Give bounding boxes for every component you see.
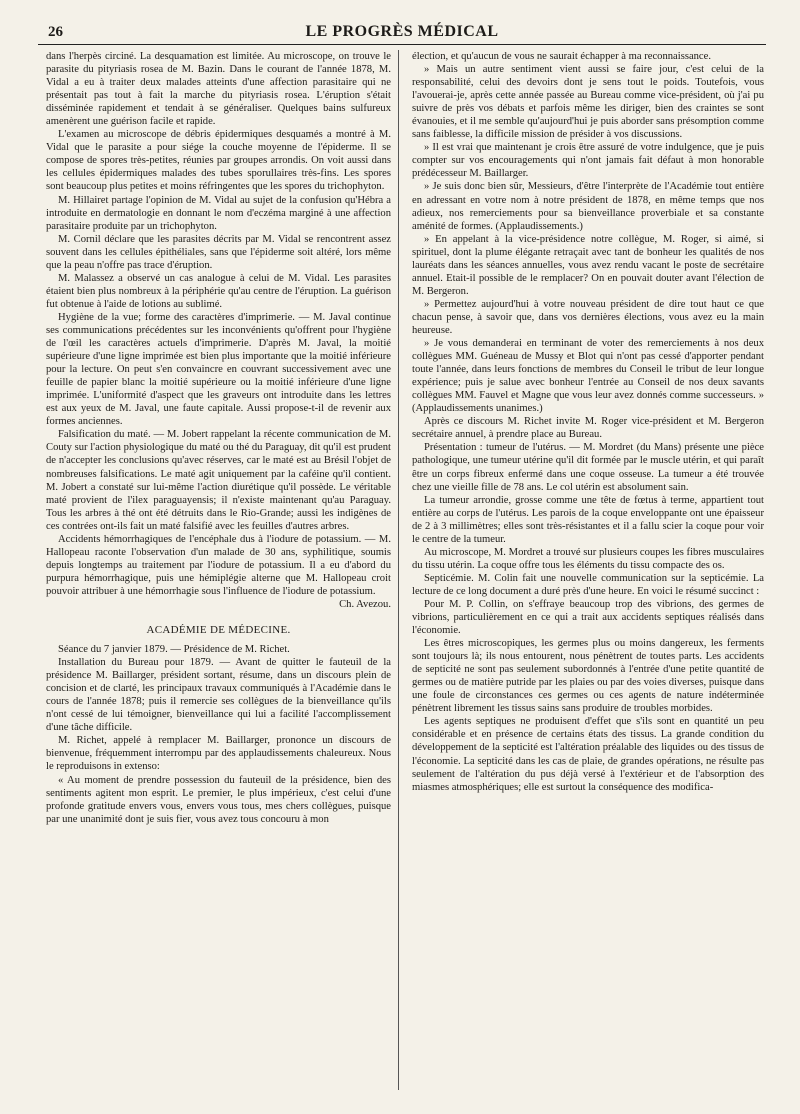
paragraph: Les agents septiques ne produisent d'effet que s'ils sont en quantité un peu considérable et en présence de certains états des tissus. La grande condition du développement de la septicité est l'altération préalable des liquides ou des tissus de l'économie. La septicité dans les cas de plaie, de grandes opérations, ne résulte pas seulement de l'altération du pus déjà versé à l'extérieur et de l'absorption des miasmes atmosphériques; elle est surtout la conséquence des modifica- [412, 716, 764, 793]
paragraph: L'examen au microscope de débris épidermiques desquamés a montré à M. Vidal que le parasite a pour siége la couche moyenne de l'épiderme. Il se compose de spores très-petites, réunies par groupes arrondis. On voit aussi dans les cellules épidermiques malades des tubes sporullaires très-fins. Les spores sont beaucoup plus petites et moins réfringentes que les spores du trichophyton. [46, 129, 391, 193]
paragraph: Installation du Bureau pour 1879. — Avant de quitter le fauteuil de la présidence M. Baillarger, président sortant, résume, dans un discours plein de concision et de clarté, les principaux travaux communiqués à l'Académie dans le cours de l'année 1878; puis il remercie ses collègues de la bienveillance qu'ils n'ont cessé de lui témoigner, bienveillance qui lui a facilité l'accomplissement d'une tâche difficile. [46, 657, 391, 734]
right-column [412, 50, 764, 794]
journal-title: LE PROGRÈS MÉDICAL [305, 23, 499, 40]
paragraph: » En appelant à la vice-présidence notre collègue, M. Roger, si aimé, si spirituel, dont la plume élégante retraçait avec tant de bonheur les qualités de nos lauréats dans les séances annuelles, vous avez rendu vacant le poste de secrétaire annuel. Etait-il possible de le remplacer? On en pouvait douter avant l'élection de M. Bergeron. [412, 233, 764, 297]
paragraph: « Au moment de prendre possession du fauteuil de la présidence, bien des sentiments agitent mon esprit. Le premier, le plus impérieux, c'est celui d'une profonde gratitude envers vous, envers vous tous, mes chers collègues, puisque par une unanimité dont je suis fier, vous avez tous concouru à mon [46, 774, 391, 825]
paragraph: » Permettez aujourd'hui à votre nouveau président de dire tout haut ce que chacun pense, à savoir que, dans vos dernières élections, vous avez eu la main heureuse. [412, 298, 764, 336]
paragraph: Séance du 7 janvier 1879. — Présidence de M. Richet. [58, 644, 290, 656]
signature: Ch. Avezou. [339, 598, 391, 610]
paragraph: La tumeur arrondie, grosse comme une tête de fœtus à terme, appartient tout entière au corps de l'utérus. Les parois de la coque enveloppante ont une épaisseur de 2 à 3 millimètres; elles sont très-résistantes et il a fallu scier la coque pour voir le centre de la tumeur. [412, 494, 764, 545]
paragraph: » Je suis donc bien sûr, Messieurs, d'être l'interprète de l'Académie tout entière en adressant en votre nom à notre président de 1878, en même temps que nos adieux, nos remerciements pour sa bienveillance proverbiale et sa constante aménité de formes. (Applaudissements.) [412, 181, 764, 232]
paragraph: élection, et qu'aucun de vous ne saurait échapper à ma reconnaissance. [412, 51, 711, 62]
left-column [46, 50, 391, 826]
paragraph: M. Hillairet partage l'opinion de M. Vidal au sujet de la confusion qu'Hébra a introduite en dermatologie en donnant le nom d'eczéma marginé à une affection parasitaire produite par un trichophyton. [46, 194, 391, 232]
paragraph: Après ce discours M. Richet invite M. Roger vice-président et M. Bergeron secrétaire annuel, à prendre place au Bureau. [412, 416, 764, 441]
paragraph: » Je vous demanderai en terminant de voter des remerciements à nos deux collègues MM. Guéneau de Mussy et Blot qui n'ont pas cessé d'apporter pendant toute l'année, dans leurs fonctions de membres du Conseil le tribut de leur longue expérience; puis je salue avec bonheur l'entrée au Conseil de nos deux savants collègues MM. Fauvel et Magne que vous leur avez donnés comme successeurs. » (Applaudissements unanimes.) [412, 338, 764, 415]
paragraph: M. Cornil déclare que les parasites décrits par M. Vidal se rencontrent assez souvent dans les cellules épithéliales, sans que l'épiderme soit altéré, lors même que la peau n'offre pas trace d'éruption. [46, 233, 391, 271]
paragraph: » Mais un autre sentiment vient aussi se faire jour, c'est celui de la responsabilité, celui des devoirs dont je sens tout le poids. Toutefois, vous l'avouerai-je, après cette année passée au Bureau comme vice-président, où j'ai pu suivre de près vos débats et parfois même les diriger, bien des craintes se sont évanouies, et il me semble qu'aujourd'hui je puis aborder sans présomption comme sans faiblesse, la difficile mission de présider à vos discussions. [412, 64, 764, 141]
paragraph: Septicémie. M. Colin fait une nouvelle communication sur la septicémie. La lecture de ce long document a duré près d'une heure. En voici le résumé succinct : [412, 572, 764, 597]
page-number: 26 [48, 24, 63, 40]
paragraph: Falsification du maté. — M. Jobert rappelant la récente communication de M. Couty sur l'action physiologique du maté ou thé du Paraguay, dit qu'il est prudent de n'accepter les conclusions qu'avec réserves, car le maté est au Brésil l'objet de nombreuses falsifications. Le maté agit uniquement par la caféine qu'il contient. M. Jobert a constaté sur lui-même l'action diurétique qu'il possède. Le véritable maté provient de l'ilex paraguayensis; il n'existe maintenant qu'au Paraguay. Tous les arbres à thé ont été détruits dans le Rio-Grande; aussi les indigènes de ces contrées ont-ils fait un maté falsifié avec les feuilles d'autres arbres. [46, 429, 391, 532]
paragraph: dans l'herpès circiné. La desquamation est limitée. Au microscope, on trouve le parasite du pityriasis rosea de M. Bazin. Dans le courant de l'année 1878, M. Vidal a eu à traiter deux malades atteints d'une affection parasitaire qui ne présentait pas tout à fait la marche du pityriasis rosea. L'éruption s'était disséminée rapidement et tendait à se généraliser. Quelques bains sulfureux amenèrent une guérison facile et rapide. [46, 51, 391, 128]
paragraph: » Il est vrai que maintenant je crois être assuré de votre indulgence, que je puis compter sur vos encouragements qui n'ont jamais fait défaut à mon honorable prédécesseur M. Baillarger. [412, 142, 764, 180]
paragraph: Accidents hémorrhagiques de l'encéphale dus à l'iodure de potassium. — M. Hallopeau raconte l'observation d'un malade de 30 ans, syphilitique, soumis depuis longtemps au traitement par l'iodure de potassium. Il a eu d'abord du purpura hémorrhagique, puis une hémiplégie alterne que M. Hallopeau croit pouvoir attribuer à une hémorrhagie sous l'influence de l'iodure de potassium. [46, 533, 391, 597]
section-title: ACADÉMIE DE MÉDECINE. [146, 624, 291, 637]
paragraph: Pour M. P. Collin, on s'effraye beaucoup trop des vibrions, des germes de vibrions, particulièrement en ce qui a trait aux accidents septiques réalisés dans l'économie. [412, 598, 764, 637]
paragraph: M. Richet, appelé à remplacer M. Baillarger, prononce un discours de bienvenue, fréquemment interrompu par des applaudissements chaleureux. Nous le reproduisons in extenso: [46, 735, 391, 773]
column-divider [398, 50, 399, 1090]
paragraph: Au microscope, M. Mordret a trouvé sur plusieurs coupes les fibres musculaires du tissu utérin. La coque offre tous les éléments du tissu compacte des os. [412, 546, 764, 571]
paragraph: Hygiène de la vue; forme des caractères d'imprimerie. — M. Javal continue ses communications précédentes sur les inconvénients qu'offrent pour l'hygiène de l'œil les caractères actuels d'imprimerie. D'après M. Javal, la moitié supérieure d'une ligne imprimée est bien plus importante que la moitié inférieure pour la lecture. On peut s'en convaincre en couvrant successivement avec une feuille de papier blanc la moitié supérieure ou la moitié inférieure d'une ligne imprimée. L'uniformité d'aspect que les graveurs ont introduite dans les lettres est aux yeux de M. Javal, une faute capitale. Aussi propose-t-il de revenir aux formes anciennes. [46, 311, 391, 428]
paragraph: Les êtres microscopiques, les germes plus ou moins dangereux, les ferments sont toujours là; ils nous entourent, nous pénètrent de toutes parts. Les accidents de septicité ne sont pas seulement subordonnés à l'entrée d'une petite quantité de germes ou de matière putride par les plaies ou par des voies diverses, puisque dans une foule de circonstances ces germes ou ces agents de nature indéterminée pénètrent librement les tissus sains sans produire de troubles morbides. [412, 638, 764, 715]
paragraph: M. Malassez a observé un cas analogue à celui de M. Vidal. Les parasites étaient bien plus nombreux à la périphérie qu'au centre de l'éruption. La guérison fut obtenue à l'aide de lotions au sublimé. [46, 272, 391, 310]
paragraph: Présentation : tumeur de l'utérus. — M. Mordret (du Mans) présente une pièce pathologique, une tumeur utérine qu'il dit formée par le muscle utérin, et qui paraît être un corps fibreux enfermé dans une coque osseuse. La tumeur a été trouvée chez une vieille fille de 78 ans. Le col utérin est absolument sain. [412, 442, 764, 493]
page-header [38, 22, 766, 45]
